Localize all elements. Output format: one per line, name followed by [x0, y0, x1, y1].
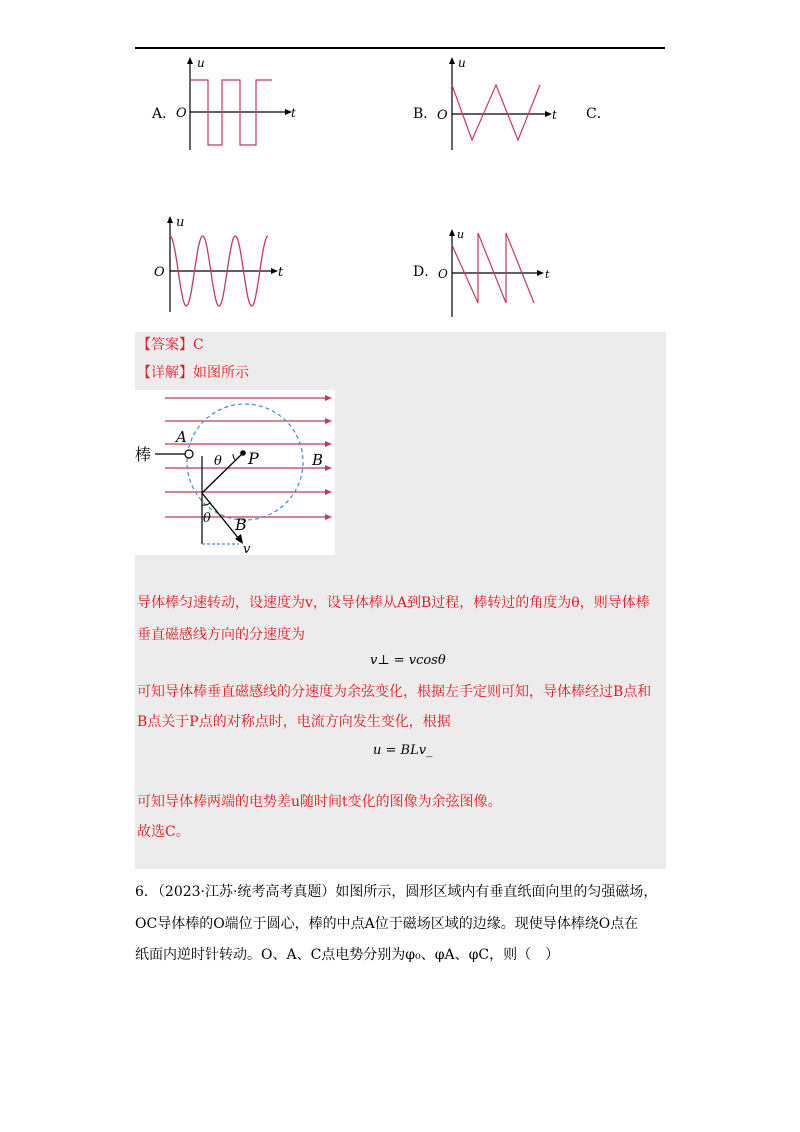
t-label: t [278, 265, 284, 280]
t-label: t [291, 106, 296, 120]
u-axis-arrow [187, 57, 193, 64]
label-b-circle: B [312, 451, 324, 469]
explanation-conclusion: 故选C。 [137, 824, 190, 840]
label-v: v [243, 542, 251, 557]
origin-label: O [176, 106, 187, 121]
u-label: u [458, 56, 466, 70]
u-label: u [457, 228, 465, 241]
explanation-line-2: 垂直磁感线方向的分速度为 [137, 627, 305, 643]
origin-label: O [437, 108, 448, 123]
equation-1: v⊥ = vcosθ [370, 653, 446, 668]
question-6-line-1: 6．（2023·江苏·统考高考真题）如图所示，圆形区域内有垂直纸面向里的匀强磁场， [135, 884, 658, 900]
origin-label: O [154, 265, 165, 280]
label-a: A [176, 428, 187, 446]
option-c-label: C． [586, 106, 611, 122]
top-rule [135, 47, 665, 49]
label-p: P [248, 449, 259, 468]
question-6-line-3: 纸面内逆时针转动。O、A、C点电势分别为φ₀、φA、φC，则（ ） [135, 947, 560, 963]
label-theta-bottom: θ [203, 511, 211, 526]
point-a-marker [185, 450, 193, 458]
detail-line [137, 364, 249, 382]
triangle-wave [452, 85, 540, 140]
option-a-label: A． [152, 106, 177, 122]
point-p [240, 450, 246, 456]
detail-intro: 如图所示 [193, 365, 249, 381]
answer-line [137, 336, 204, 354]
explanation-line-3: 可知导体棒垂直磁感线的分速度为余弦变化，根据左手定则可知，导体棒经过B点和 [137, 684, 652, 700]
explanation-line-1: 导体棒匀速转动，设速度为v，设导体棒从A到B过程，棒转过的角度为θ，则导体棒 [137, 595, 650, 611]
u-label: u [197, 56, 205, 70]
sawtooth-wave [452, 233, 534, 303]
option-c-graph [150, 212, 300, 317]
question-6-line-2: OC导体棒的O端位于圆心，棒的中点A位于磁场区域的边缘。现使导体棒绕O点在 [135, 916, 639, 932]
option-a-graph [170, 55, 310, 155]
label-theta-top: θ [214, 454, 222, 469]
option-b-graph [430, 55, 570, 155]
t-label: t [552, 108, 557, 122]
origin-label: O [438, 267, 448, 281]
option-d-graph [430, 225, 560, 320]
explanation-line-5: 可知导体棒两端的电势差u随时间t变化的图像为余弦图像。 [137, 794, 502, 810]
answer-value: C [193, 337, 204, 353]
detail-tag: 【详解】 [137, 365, 193, 381]
rod-label: 棒 [135, 445, 152, 464]
t-label: t [545, 268, 550, 281]
explanation-line-4: B点关于P点的对称点时，电流方向发生变化，根据 [137, 714, 451, 730]
equation-2: u = BLv_ [373, 743, 433, 758]
label-b-rod: B [235, 515, 247, 534]
u-label: u [176, 215, 185, 230]
answer-tag: 【答案】 [137, 337, 193, 353]
option-d-label: D． [413, 264, 439, 280]
option-b-label: B． [413, 106, 438, 122]
rotating-rod-diagram [135, 390, 335, 555]
